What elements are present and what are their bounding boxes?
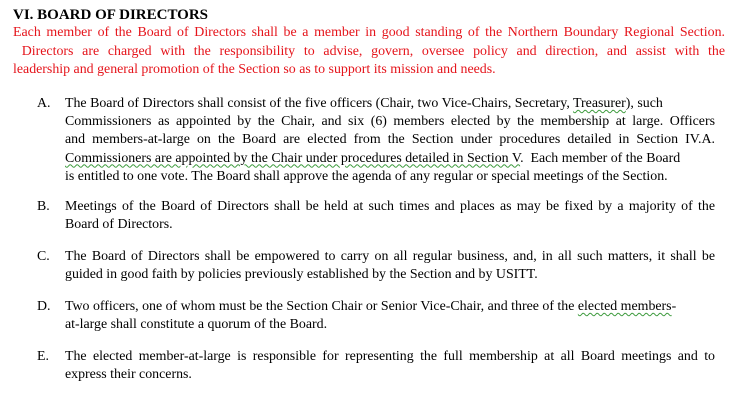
- item-text: [65, 198, 715, 234]
- item-text: [65, 95, 715, 186]
- item-line: Board of Directors.: [65, 217, 173, 233]
- item-line: Commissioners as appointed by the Chair, and six (6) members elected by the membership at large. Officers: [65, 114, 715, 130]
- item-line: [65, 95, 715, 113]
- item-line: The elected member-at-large is responsible for representing the full membership at all Board meetings and to: [65, 349, 715, 364]
- item-letter: B.: [37, 199, 50, 214]
- item-text: [65, 348, 715, 384]
- item-line: is entitled to one vote. The Board shall approve the agenda of any regular or special meetings of the Section.: [65, 168, 668, 184]
- intro-line: leadership and general promotion of the Section so as to support its mission and needs.: [13, 62, 496, 77]
- item-line: The Board of Directors shall be empowered to carry on all regular business, and, in all such matters, it shall be: [65, 249, 715, 264]
- item-line: at-large shall constitute a quorum of the Board.: [65, 317, 328, 333]
- item-line: [65, 150, 715, 168]
- item-line: and members-at-large on the Board are elected from the Section under procedures detailed in Section IV.A.: [65, 132, 715, 148]
- item-letter: D.: [37, 299, 51, 314]
- text-run: . Each member of the Board: [520, 150, 681, 166]
- item-letter: E.: [37, 349, 49, 364]
- item-line: Meetings of the Board of Directors shall be held at such times and places as may be fixed by a majority of the: [65, 199, 715, 214]
- item-text: [65, 298, 715, 334]
- item-letter: C.: [37, 249, 50, 264]
- text-run: ), such: [625, 96, 663, 111]
- intro-line: Each member of the Board of Directors shall be a member in good standing of the Northern Boundary Regional Section.: [13, 25, 725, 40]
- text-run: Two officers, one of whom must be the Section Chair or Senior Vice-Chair, and three of the: [65, 299, 578, 314]
- grammar-flag: Commissioners are appointed by the Chair under procedures detailed in Section V: [65, 150, 521, 166]
- intro-paragraph: [13, 24, 725, 80]
- grammar-flag: elected members: [577, 299, 672, 314]
- item-line: express their concerns.: [65, 367, 192, 383]
- item-line: [65, 298, 715, 316]
- section-heading: VI. BOARD OF DIRECTORS: [13, 7, 209, 23]
- spellcheck-flag: Treasurer: [573, 96, 626, 111]
- item-letter: A.: [37, 96, 51, 111]
- text-run: The Board of Directors shall consist of the five officers (Chair, two Vice-Chairs, Secretary,: [65, 96, 574, 111]
- text-run: -: [671, 299, 677, 314]
- item-line: guided in good faith by policies previously established by the Section and by USITT.: [65, 267, 538, 283]
- intro-line: Directors are charged with the responsibility to advise, govern, oversee policy and direction, and assist with the: [13, 43, 725, 59]
- item-text: [65, 248, 715, 284]
